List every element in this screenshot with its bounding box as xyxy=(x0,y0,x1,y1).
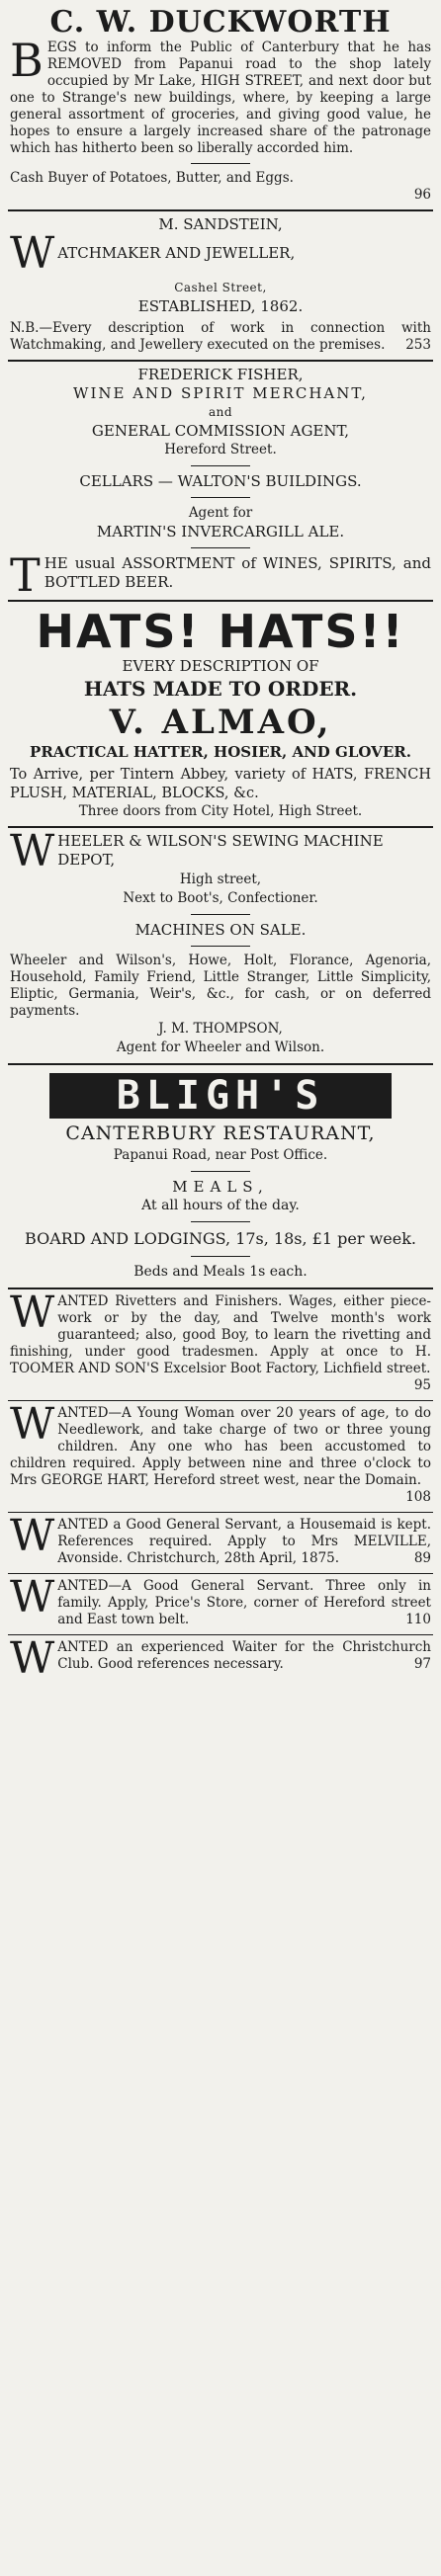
price-body-text: ANTED—A Good General Servant. Three only in family. Apply, Price's Store, corner of Hereford street and East town belt. xyxy=(57,1578,431,1627)
sandstein-established: ESTABLISHED, 1862. xyxy=(137,297,304,315)
divider xyxy=(191,1221,250,1222)
divider xyxy=(191,163,250,164)
almao-trade: PRACTICAL HATTER, HOSIER, AND GLOVER. xyxy=(30,743,411,761)
bligh-ad xyxy=(8,1065,433,1289)
bligh-hours: At all hours of the day. xyxy=(141,1198,300,1213)
divider xyxy=(191,547,250,548)
wheeler-street: High street, xyxy=(179,872,262,887)
toomer-body-text: ANTED Rivetters and Finishers. Wages, either piece-work or by the day, and Twelve month's work guaranteed; also, good Boy, to learn the rivetting and finishing, under good tradesmen. Apply at once to H. TOOMER AND SON'S Excelsior Boot Factory, Lichfield street. xyxy=(10,1293,431,1376)
almao-title: HATS! HATS!! xyxy=(36,605,405,658)
sandstein-number: 253 xyxy=(405,337,431,353)
duckworth-number: 96 xyxy=(413,187,431,203)
toomer-body xyxy=(10,1288,431,1394)
wheeler-title xyxy=(10,826,431,876)
hart-drop-cap: W xyxy=(10,1399,55,1450)
wheeler-sale: MACHINES ON SALE. xyxy=(134,921,307,939)
price-ad xyxy=(8,1574,433,1635)
melville-drop-cap: W xyxy=(10,1511,55,1561)
fisher-drop-cap: T xyxy=(10,548,41,602)
hart-body xyxy=(10,1399,431,1506)
bligh-title: BLIGH'S xyxy=(49,1073,392,1119)
fisher-cellars: CELLARS — WALTON'S BUILDINGS. xyxy=(79,472,362,490)
hart-number: 108 xyxy=(405,1489,431,1505)
duckworth-drop-cap: B xyxy=(10,34,44,87)
melville-number: 89 xyxy=(413,1550,431,1566)
sandstein-ad xyxy=(8,211,433,362)
fisher-agent: GENERAL COMMISSION AGENT, xyxy=(91,422,350,440)
bligh-restaurant: CANTERBURY RESTAURANT, xyxy=(65,1122,376,1144)
sandstein-street: Cashel Street, xyxy=(174,281,267,294)
price-body xyxy=(10,1572,431,1628)
fisher-street: Hereford Street. xyxy=(164,442,277,457)
fisher-and: and xyxy=(208,405,233,419)
waiter-number: 97 xyxy=(413,1656,431,1672)
wheeler-drop-cap: W xyxy=(10,826,55,876)
fisher-agent-for: Agent for xyxy=(188,505,253,521)
sandstein-note xyxy=(10,320,431,354)
fisher-assortment-text: HE usual ASSORTMENT of WINES, SPIRITS, and BOTTLED BEER. xyxy=(44,554,431,591)
waiter-body xyxy=(10,1633,431,1684)
duckworth-title: C. W. DUCKWORTH xyxy=(49,5,392,40)
sandstein-trade xyxy=(10,228,431,279)
fisher-assortment xyxy=(10,548,431,602)
fisher-ale: MARTIN'S INVERCARGILL ALE. xyxy=(96,523,345,540)
divider xyxy=(191,465,250,466)
melville-body-text: ANTED a Good General Servant, a Housemaid is kept. References required. Apply to Mrs MELVILLE, Avonside. Christchurch, 28th April, 1875. xyxy=(57,1517,431,1566)
divider xyxy=(191,1171,250,1172)
divider xyxy=(191,497,250,498)
divider xyxy=(191,946,250,947)
sandstein-drop-cap: W xyxy=(10,228,55,279)
wheeler-next: Next to Boot's, Confectioner. xyxy=(123,890,318,906)
price-number: 110 xyxy=(405,1612,431,1627)
fisher-trade: WINE AND SPIRIT MERCHANT, xyxy=(73,384,368,402)
price-drop-cap: W xyxy=(10,1572,55,1622)
almao-address: Three doors from City Hotel, High Street. xyxy=(78,803,363,819)
melville-ad xyxy=(8,1513,433,1574)
wheeler-agent: Agent for Wheeler and Wilson. xyxy=(116,1039,325,1055)
sandstein-name: M. SANDSTEIN, xyxy=(158,215,283,233)
sandstein-trade-text: ATCHMAKER AND JEWELLER, xyxy=(57,244,296,262)
wheeler-name: J. M. THOMPSON, xyxy=(158,1021,283,1037)
almao-every: EVERY DESCRIPTION OF xyxy=(122,657,319,675)
sandstein-note-text: N.B.—Every description of work in connection with Watchmaking, and Jewellery executed on the premises. xyxy=(10,320,431,353)
waiter-drop-cap: W xyxy=(10,1633,55,1684)
duckworth-body xyxy=(10,34,431,157)
advertisement-page xyxy=(8,0,433,1684)
almao-arrive: To Arrive, per Tintern Abbey, variety of HATS, FRENCH PLUSH, MATERIAL, BLOCKS, &c. xyxy=(10,767,431,801)
bligh-address: Papanui Road, near Post Office. xyxy=(113,1147,328,1163)
almao-name: V. ALMAO, xyxy=(109,703,332,742)
duckworth-body-text: EGS to inform the Public of Canterbury that he has REMOVED from Papanui road to the shop lately occupied by Mr Lake, HIGH STREET, and next door but one to Strange's new buildings, where, by keeping a large general assortment of groceries, and giving good value, he hopes to ensure a largely increased share of the patronage which has hitherto been so liberally accorded him. xyxy=(10,40,431,156)
duckworth-cash-text: Cash Buyer of Potatoes, Butter, and Eggs. xyxy=(10,170,294,186)
bligh-meals: MEALS, xyxy=(172,1178,269,1196)
hart-ad xyxy=(8,1401,433,1513)
toomer-number: 95 xyxy=(413,1377,431,1393)
toomer-ad xyxy=(8,1289,433,1401)
wheeler-ad xyxy=(8,828,433,1065)
toomer-drop-cap: W xyxy=(10,1288,55,1338)
waiter-body-text: ANTED an experienced Waiter for the Christchurch Club. Good references necessary. xyxy=(57,1639,431,1672)
duckworth-cash-line xyxy=(10,170,431,187)
almao-made: HATS MADE TO ORDER. xyxy=(83,677,358,701)
divider xyxy=(191,1256,250,1257)
divider xyxy=(191,914,250,915)
fisher-ad xyxy=(8,362,433,602)
bligh-beds: Beds and Meals 1s each. xyxy=(133,1264,308,1280)
waiter-ad xyxy=(8,1635,433,1684)
hart-body-text: ANTED—A Young Woman over 20 years of age, to do Needlework, and take charge of two or three young children. Any one who has been accustomed to children required. Apply between nine and three o'clock to Mrs GEORGE HART, Hereford street west, near the Domain. xyxy=(10,1405,431,1488)
fisher-name: FREDERICK FISHER, xyxy=(137,366,304,383)
wheeler-body: Wheeler and Wilson's, Howe, Holt, Florance, Agenoria, Household, Family Friend, Little Stranger, Little Simplicity, Eliptic, Germania, Weir's, &c., for cash, or on deferred payments. xyxy=(10,953,431,1019)
duckworth-ad xyxy=(8,2,433,211)
almao-ad xyxy=(8,602,433,828)
melville-body xyxy=(10,1511,431,1567)
wheeler-title-text: HEELER & WILSON'S SEWING MACHINE DEPOT, xyxy=(57,832,384,869)
bligh-board: BOARD AND LODGINGS, 17s, 18s, £1 per week. xyxy=(25,1229,416,1248)
